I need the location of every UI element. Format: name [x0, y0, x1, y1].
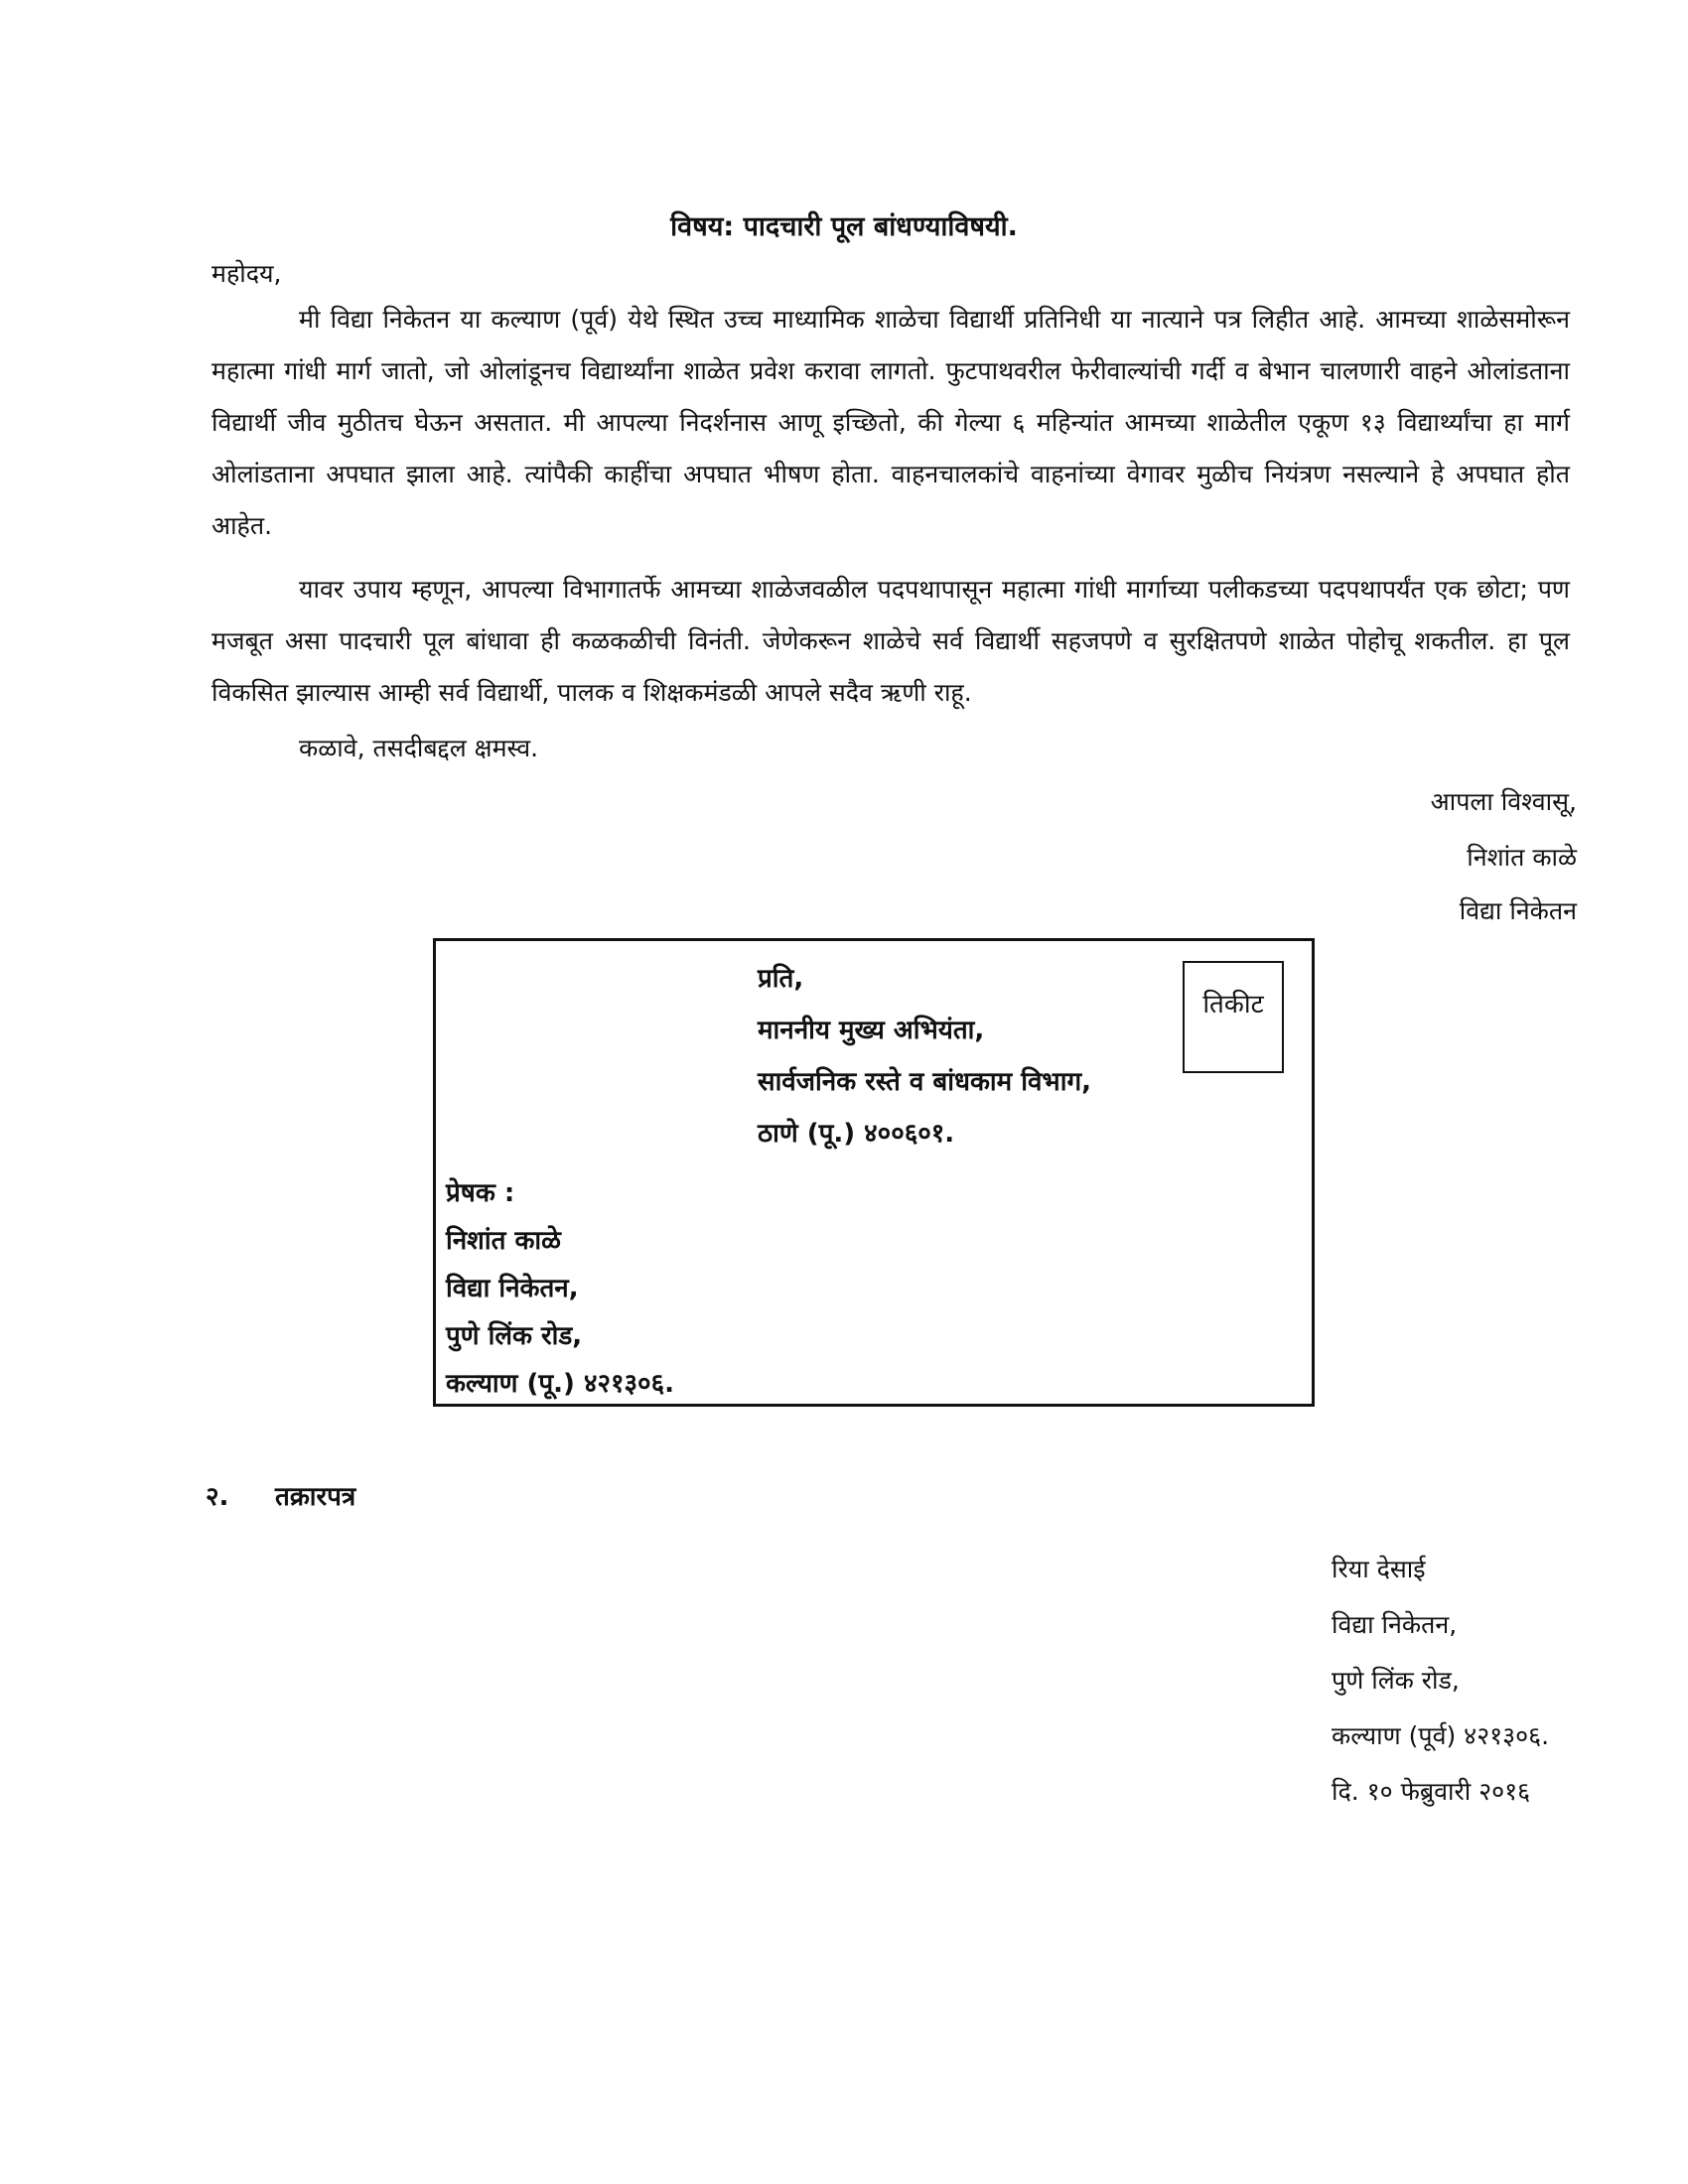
section-heading [206, 1477, 355, 1513]
address-line: पुणे लिंक रोड, [446, 1321, 583, 1351]
letter-paragraph: मी विद्या निकेतन या कल्याण (पूर्व) येथे स्थित उच्च माध्यामिक शाळेचा विद्यार्थी प्रतिनिधी या नात्याने पत्र लिहीत आहे. आमच्या शाळेसमोरून महात्मा गांधी मार्ग जातो, जो ओलांडूनच विद्यार्थ्यांना शाळेत प्रवेश करावा लागतो. फुटपाथवरील फेरीवाल्यांची गर्दी व बेभान चालणारी वाहने ओलांडताना विद्यार्थी जीव मुठीतच घेऊन असतात. मी आपल्या निदर्शनास आणू इच्छितो, की गेल्या ६ महिन्यांत आमच्या शाळेतील एकूण १३ विद्यार्थ्यांचा हा मार्ग ओलांडताना अपघात झाला आहे. त्यांपैकी काहींचा अपघात भीषण होता. वाहनचालकांचे वाहनांच्या वेगावर मुळीच नियंत्रण नसल्याने हे अपघात होत आहेत. [211, 305, 1570, 540]
letter-date: दि. १० फेब्रुवारी २०१६ [1332, 1777, 1531, 1806]
address-line: विद्या निकेतन, [1332, 1610, 1458, 1639]
address-line: विद्या निकेतन, [446, 1274, 579, 1303]
address-line: सार्वजनिक रस्ते व बांधकाम विभाग, [758, 1067, 1091, 1097]
address-line: निशांत काळे [446, 1226, 561, 1256]
address-line: रिया देसाई [1332, 1555, 1426, 1583]
letter-signer-org: विद्या निकेतन [1459, 896, 1577, 925]
letter-paragraph: कळावे, तसदीबद्दल क्षमस्व. [299, 734, 539, 762]
letter-salutation: महोदय, [211, 259, 282, 288]
address-line: ठाणे (पू.) ४००६०१. [758, 1119, 955, 1149]
letter-paragraph: यावर उपाय म्हणून, आपल्या विभागातर्फे आमच्या शाळेजवळील पदपथापासून महात्मा गांधी मार्गाच्या पलीकडच्या पदपथापर्यंत एक छोटा; पण मजबूत असा पादचारी पूल बांधावा ही कळकळीची विनंती. जेणेकरून शाळेचे सर्व विद्यार्थी सहजपणे व सुरक्षितपणे शाळेत पोहोचू शकतील. हा पूल विकसित झाल्यास आम्ही सर्व विद्यार्थी, पालक व शिक्षकमंडळी आपले सदैव ऋणी राहू. [211, 575, 1570, 707]
address-line: माननीय मुख्य अभियंता, [758, 1016, 985, 1045]
letter-subject: विषय: पादचारी पूल बांधण्याविषयी. [670, 211, 1018, 242]
section-title: तक्रारपत्र [275, 1482, 356, 1512]
stamp-box: तिकीट [1183, 961, 1284, 1073]
envelope-sender-address [446, 1169, 674, 1408]
address-line: पुणे लिंक रोड, [1332, 1666, 1460, 1695]
envelope-recipient-address [758, 953, 1091, 1160]
envelope [433, 938, 1315, 1407]
address-line: कल्याण (पूर्व) ४२१३०६. [1332, 1721, 1550, 1750]
letter-signer-name: निशांत काळे [1467, 843, 1577, 872]
section-number: २. [206, 1482, 229, 1512]
letter-closing: आपला विश्वासू, [1430, 787, 1577, 816]
address-line: कल्याण (पू.) ४२१३०६. [446, 1369, 674, 1399]
address-line: प्रति, [758, 964, 804, 994]
complaint-sender-address [1332, 1542, 1549, 1820]
address-line: प्रेषक : [446, 1178, 515, 1208]
